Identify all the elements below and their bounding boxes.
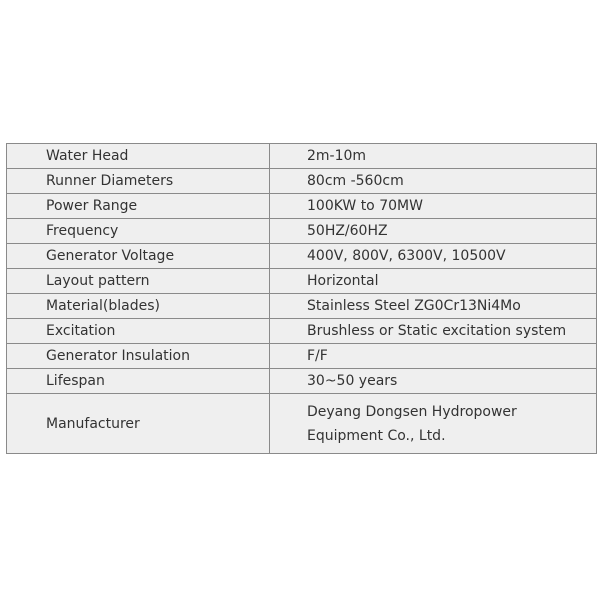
spec-row-runner-diameters [7,169,597,194]
spec-value: Deyang Dongsen Hydropower Equipment Co., Ltd. [270,394,597,454]
spec-value: 50HZ/60HZ [270,219,597,244]
spec-row-water-head [7,144,597,169]
spec-row-power-range [7,194,597,219]
spec-value: 400V, 800V, 6300V, 10500V [270,244,597,269]
spec-row-manufacturer [7,394,597,454]
spec-label: Frequency [7,219,270,244]
spec-value: 2m-10m [270,144,597,169]
spec-value: 80cm -560cm [270,169,597,194]
spec-label: Runner Diameters [7,169,270,194]
spec-label: Layout pattern [7,269,270,294]
spec-row-frequency [7,219,597,244]
spec-row-material-blades [7,294,597,319]
spec-value: Stainless Steel ZG0Cr13Ni4Mo [270,294,597,319]
spec-row-layout-pattern [7,269,597,294]
spec-label: Water Head [7,144,270,169]
spec-label: Generator Insulation [7,344,270,369]
spec-value: Horizontal [270,269,597,294]
spec-label: Material(blades) [7,294,270,319]
spec-value: F/F [270,344,597,369]
spec-row-generator-voltage [7,244,597,269]
spec-label: Excitation [7,319,270,344]
spec-label: Manufacturer [7,394,270,454]
spec-label: Generator Voltage [7,244,270,269]
spec-table [6,143,597,454]
spec-value: Brushless or Static excitation system [270,319,597,344]
spec-value: 30~50 years [270,369,597,394]
spec-label: Lifespan [7,369,270,394]
spec-row-excitation [7,319,597,344]
spec-row-generator-insulation [7,344,597,369]
spec-value: 100KW to 70MW [270,194,597,219]
spec-label: Power Range [7,194,270,219]
spec-row-lifespan [7,369,597,394]
